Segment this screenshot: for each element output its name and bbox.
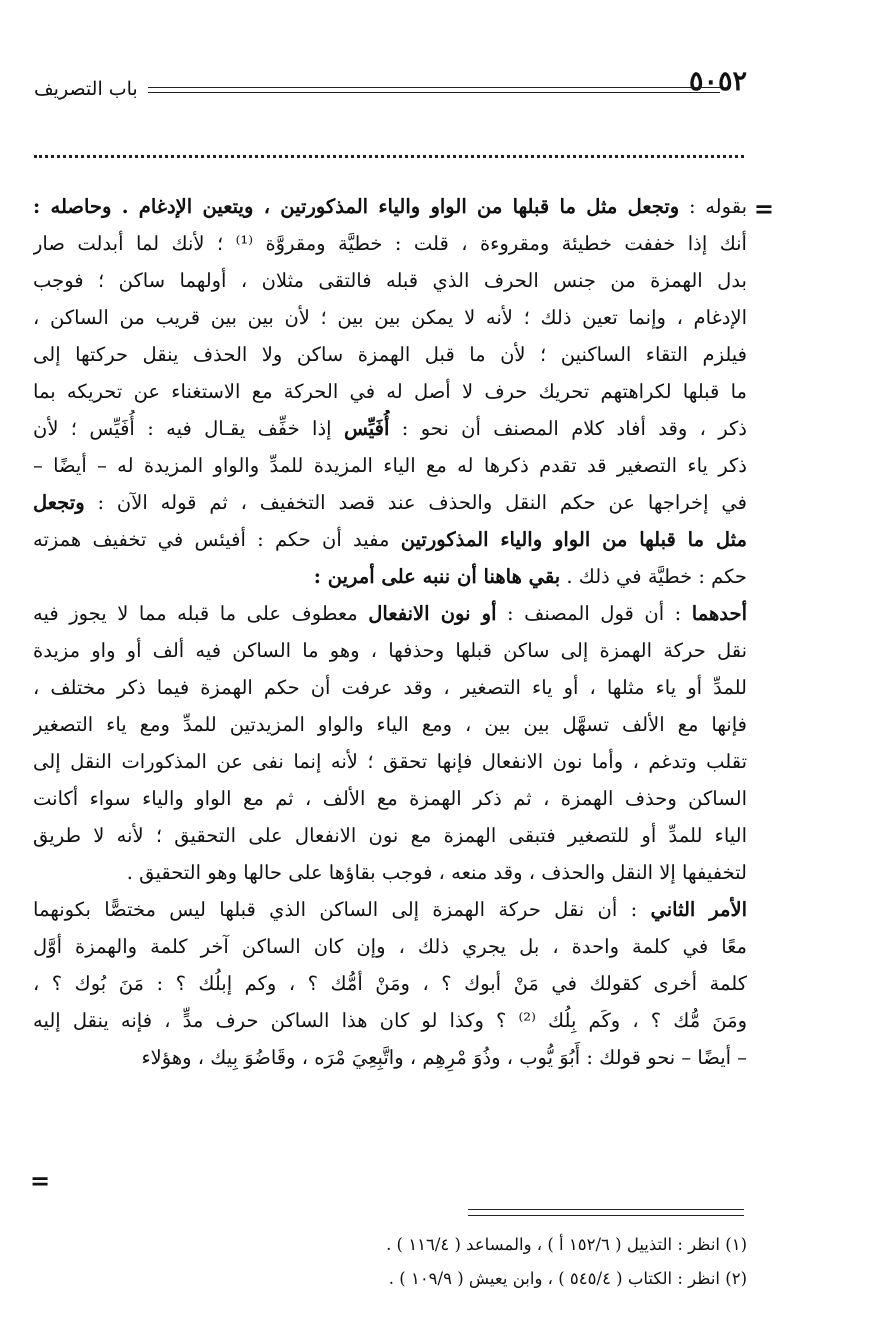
text-line — [33, 928, 747, 965]
text-line — [33, 743, 747, 780]
text-line — [33, 336, 747, 373]
text-segment: إذا خفِّف يقـال فيه : أُفَيِّس ؛ لأن — [33, 417, 344, 440]
text-line — [33, 225, 747, 262]
bold-text-segment: الأمر الثاني — [650, 898, 747, 921]
text-line — [33, 484, 747, 521]
running-title: باب التصريف — [34, 78, 138, 100]
footnotes — [33, 1228, 747, 1296]
text-segment: حكم : خطيَّة في ذلك . — [560, 565, 747, 588]
text-segment: معطوف على ما قبله مما لا يجوز فيه — [33, 602, 369, 625]
text-segment: ذكر ، وقد أفاد كلام المصنف أن نحو : — [389, 417, 747, 440]
text-line — [33, 669, 747, 706]
bold-text-segment: أحدهما — [691, 602, 747, 625]
text-segment: : أن نقل حركة الهمزة إلى الساكن الذي قبلها ليس مختصًّا بكونهما — [33, 898, 651, 921]
header-rule-secondary — [148, 92, 720, 93]
footnote-2: (٢) انظر : الكتاب ( ٥٤٥/٤ ) ، وابن يعيش ( ١٠٩/٩ ) . — [388, 1269, 747, 1288]
footnote-rule — [468, 1209, 744, 1210]
text-line — [33, 447, 747, 484]
text-line — [33, 706, 747, 743]
footnote-rule-secondary — [468, 1215, 744, 1216]
text-line — [33, 1039, 747, 1076]
text-line — [33, 558, 747, 595]
text-line — [33, 410, 747, 447]
text-line — [33, 299, 747, 336]
text-line — [33, 521, 747, 558]
text-segment: – أيضًا – نحو قولك : أَبُوَ يُّوب ، وذُوَ مْرِهِم ، واتَّبِعِيَ مْرَه ، وقَاضُوَ بِيك ، وهؤلاء — [141, 1046, 747, 1069]
text-line — [33, 780, 747, 817]
text-line — [33, 373, 747, 410]
text-line — [33, 262, 747, 299]
bold-text-segment: بقي هاهنا أن ننبه على أمرين : — [313, 565, 561, 588]
bold-text-segment: وتجعل مثل ما قبلها من الواو والياء المذكورتين ، ويتعين الإدغام . وحاصله : — [33, 195, 680, 218]
text-segment: للمدِّ أو ياء مثلها ، أو ياء التصغير ، وقد عرفت أن حكم الهمزة فيما ذكر مختلف ، — [33, 676, 747, 699]
main-text — [33, 188, 747, 1076]
bold-text-segment: أو نون الانفعال — [368, 602, 497, 625]
text-segment: بقوله : — [679, 195, 747, 218]
continuation-mark-end: = — [30, 1166, 51, 1195]
text-segment: الساكن وحذف الهمزة ، ثم ذكر الهمزة مع الألف ، ثم مع الواو والياء سواء أكانت — [33, 787, 747, 810]
text-segment: مفيد أن حكم : أفيئس في تخفيف همزته — [33, 528, 401, 551]
text-segment: في إخراجها عن حكم النقل والحذف عند قصد التخفيف ، ثم قوله الآن : — [84, 491, 747, 514]
text-line — [33, 817, 747, 854]
text-line — [33, 1002, 747, 1039]
dotted-separator — [34, 155, 744, 158]
text-segment: الإدغام ، وإنما تعين ذلك ؛ لأنه لا يمكن بين بين ؛ لأن بين بين قريب من الساكن ، — [33, 306, 747, 329]
text-line — [33, 854, 747, 891]
text-line — [33, 632, 747, 669]
text-segment: ذكر ياء التصغير قد تقدم ذكرها له مع الياء المزيدة للمدِّ والواو المزيدة له – أيضًا – — [33, 454, 747, 477]
bold-text-segment: وتجعل — [33, 491, 85, 514]
text-segment: بدل الهمزة من جنس الحرف الذي قبله فالتقى مثلان ، أولهما ساكن ؛ فوجب — [33, 269, 747, 292]
continuation-mark-start: = — [753, 194, 774, 223]
text-line — [33, 188, 747, 225]
text-segment: لتخفيفها إلا النقل والحذف ، وقد منعه ، فوجب بقاؤها على حالها وهو التحقيق . — [126, 861, 747, 884]
text-segment: كلمة أخرى كقولك في مَنْ أبوك ؟ ، ومَنْ أمُّك ؟ ، وكم إبلُك ؟ : مَنَ بُوك ؟ ، — [33, 972, 747, 995]
text-segment: ومَنَ مُّك ؟ ، وكَم بِلُك ⁽²⁾ ؟ وكذا لو كان هذا الساكن حرف مدٍّ ، فإنه ينقل إليه — [33, 1009, 747, 1032]
text-segment: فيلزم التقاء الساكنين ؛ لأن ما قبل الهمزة ساكن ولا الحذف ينقل حركتها إلى — [33, 343, 747, 366]
text-segment: فإنها مع الألف تسهَّل بين بين ، ومع الياء والواو المزيدتين للمدِّ ومع ياء التصغير — [33, 713, 747, 736]
bold-text-segment: أُفَيِّس — [343, 417, 390, 440]
text-segment: معًا في كلمة واحدة ، بل يجري ذلك ، وإن كان الساكن آخر كلمة والهمزة أوَّل — [33, 935, 747, 958]
text-segment: الياء للمدِّ أو للتصغير فتبقى الهمزة مع نون الانفعال على التحقيق ؛ لأنه لا طريق — [33, 824, 747, 847]
text-segment: تقلب وتدغم ، وأما نون الانفعال فإنها تحقق ؛ لأنه إنما نفى عن المذكورات النقل إلى — [33, 750, 747, 773]
text-segment: أنك إذا خففت خطيئة ومقروءة ، قلت : خطيَّة ومقروَّة ⁽¹⁾ ؛ لأنك لما أبدلت صار — [33, 232, 747, 255]
text-line — [33, 595, 747, 632]
text-line — [33, 965, 747, 1002]
text-segment: ما قبلها لكراهتهم تحريك حرف لا أصل له في الحركة مع الاستغناء عن تحريكه بما — [33, 380, 747, 403]
text-segment: : أن قول المصنف : — [496, 602, 692, 625]
bold-text-segment: مثل ما قبلها من الواو والياء المذكورتين — [400, 528, 747, 551]
page-number: ٥٠٥٢ — [688, 66, 747, 97]
footnote-1: (١) انظر : التذييل ( ١٥٢/٦ أ ) ، والمساعد ( ١١٦/٤ ) . — [386, 1235, 747, 1254]
text-segment: نقل حركة الهمزة إلى ساكن قبلها وحذفها ، وهو ما الساكن فيه ألف أو واو مزيدة — [33, 639, 747, 662]
text-line — [33, 891, 747, 928]
header-rule — [148, 87, 720, 88]
